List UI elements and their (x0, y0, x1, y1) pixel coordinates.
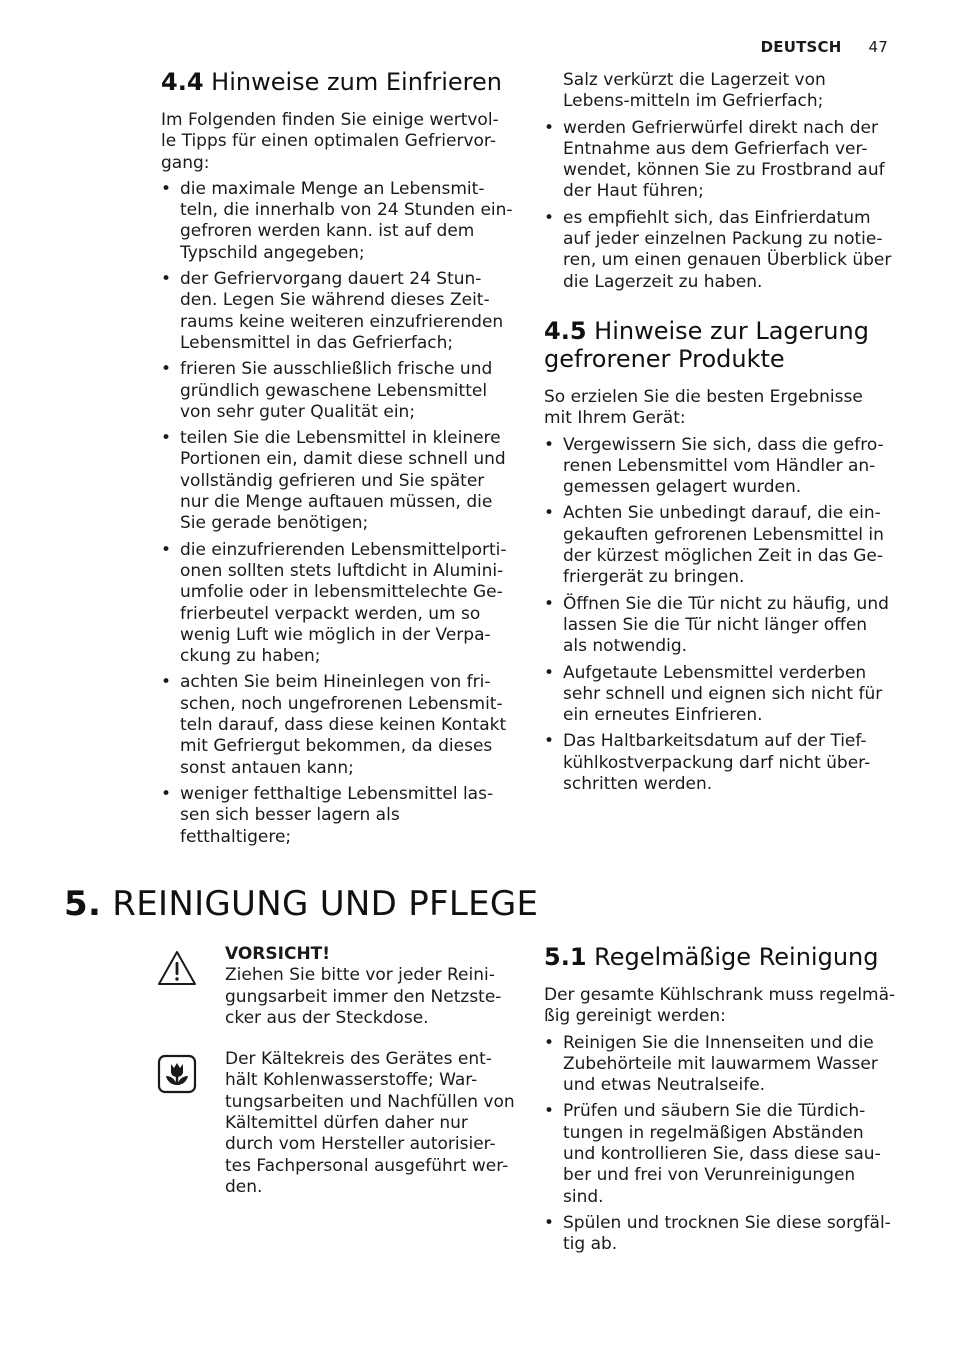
section-intro: Der gesamte Kühlschrank muss regelmä-ßig gereinigt werden: (544, 985, 896, 1027)
caution-text: Ziehen Sie bitte vor jeder Reini-gungsarbeit immer den Netzste-cker aus der Steckdose. (225, 965, 502, 1028)
section-number: 4.4 (161, 68, 204, 96)
list-item: • teilen Sie die Lebensmittel in kleinere Portionen ein, damit diese schnell und vollständig gefrieren und Sie später nur die Menge auftauen müssen, die Sie gerade benötigen; (161, 428, 513, 534)
section-5-1-heading (544, 943, 896, 971)
bullet-list (161, 179, 513, 848)
environment-text: Der Kältekreis des Gerätes ent-hält Kohlenwasserstoffe; War-tungsarbeiten und Nachfüllen von Kältemittel dürfen daher nur durch vom Hersteller autorisier-tes Fachpersonal ausgeführt wer-den. (225, 1049, 515, 1197)
bullet-list-continued (544, 118, 896, 293)
list-item: • Reinigen Sie die Innenseiten und die Zubehörteile mit lauwarmem Wasser und etwas Neutralseife. (544, 1033, 896, 1097)
list-item: • Prüfen und säubern Sie die Türdich-tungen in regelmäßigen Abständen und kontrollieren Sie, dass diese sau-ber und frei von Verunreinigungen sind. (544, 1101, 896, 1207)
header-language: DEUTSCH (760, 38, 842, 56)
page-number: 47 (868, 38, 888, 56)
caution-notice (156, 944, 516, 1029)
list-item: • die einzufrierenden Lebensmittelporti-onen sollten stets luftdicht in Alumini-umfolie oder in lebensmittelechte Ge-frierbeutel verpackt werden, um so wenig Luft wie möglich in der Verpa-ckung zu haben; (161, 540, 513, 668)
list-item: • der Gefriervorgang dauert 24 Stun-den. Legen Sie während dieses Zeit-raums keine weiteren einzufrierenden Lebensmittel in das Gefrierfach; (161, 269, 513, 354)
section-4-4-heading (161, 68, 513, 96)
list-item: • Aufgetaute Lebensmittel verderben sehr schnell und eignen sich nicht für ein erneutes Einfrieren. (544, 663, 896, 727)
right-column-top (544, 70, 896, 800)
list-item: • werden Gefrierwürfel direkt nach der Entnahme aus dem Gefrierfach ver-wendet, können Sie zu Frostbrand auf der Haut führen; (544, 118, 896, 203)
section-4-5-heading (544, 317, 896, 373)
section-4-4 (161, 68, 513, 853)
section-intro: So erzielen Sie die besten Ergebnisse mit Ihrem Gerät: (544, 386, 863, 429)
section-intro: Im Folgenden finden Sie einige wertvol-le Tipps für einen optimalen Gefriervor-gang: (161, 110, 499, 173)
bullet-list (544, 435, 896, 796)
list-item: • Vergewissern Sie sich, dass die gefro-renen Lebensmittel vom Händler an-gemessen gelagert wurden. (544, 435, 896, 499)
section-title: Hinweise zum Einfrieren (211, 68, 502, 96)
list-item: • Öffnen Sie die Tür nicht zu häufig, und lassen Sie die Tür nicht länger offen als notwendig. (544, 594, 896, 658)
list-item: • Spülen und trocknen Sie diese sorgfäl-tig ab. (544, 1213, 896, 1256)
bullet-list (544, 1033, 896, 1256)
section-number: 4.5 (544, 316, 587, 345)
chapter-title (64, 884, 538, 924)
list-item: • es empfiehlt sich, das Einfrierdatum auf jeder einzelnen Packung zu notie-ren, um einen genauen Überblick über die Lagerzeit zu haben. (544, 208, 896, 293)
environment-flower-icon (156, 1053, 198, 1095)
section-number: 5.1 (544, 943, 587, 971)
page-header (761, 38, 888, 56)
list-item: • Das Haltbarkeitsdatum auf der Tief-kühlkostverpackung darf nicht über-schritten werden. (544, 731, 896, 795)
chapter-number: 5. (64, 884, 102, 924)
bullet-continuation: Salz verkürzt die Lagerzeit von Lebens-mitteln im Gefrierfach; (563, 70, 826, 112)
environment-notice (156, 1049, 516, 1198)
notices (156, 944, 516, 1218)
chapter-title-text: REINIGUNG UND PFLEGE (112, 884, 539, 924)
list-item: • Achten Sie unbedingt darauf, die ein-gekauften gefrorenen Lebensmittel in der kürzest möglichen Zeit in das Ge-friergerät zu bringen. (544, 503, 896, 588)
list-item: • die maximale Menge an Lebensmit-teln, die innerhalb von 24 Stunden ein-gefroren werden kann. ist auf dem Typschild angegeben; (161, 179, 513, 264)
section-title: Hinweise zur Lagerung gefrorener Produkte (544, 316, 869, 373)
list-item: • frieren Sie ausschließlich frische und gründlich gewaschene Lebensmittel von sehr guter Qualität ein; (161, 359, 513, 423)
list-item: • weniger fetthaltige Lebensmittel las-sen sich besser lagern als fetthaltigere; (161, 784, 513, 848)
caution-heading: VORSICHT! (225, 944, 331, 964)
warning-triangle-icon (156, 948, 198, 990)
section-title: Regelmäßige Reinigung (594, 943, 879, 971)
list-item: • achten Sie beim Hineinlegen von fri-schen, noch ungefrorenen Lebensmit-teln darauf, dass diese keinen Kontakt mit Gefriergut bekommen, da dieses sonst antauen kann; (161, 672, 513, 778)
section-5-1 (544, 943, 896, 1261)
